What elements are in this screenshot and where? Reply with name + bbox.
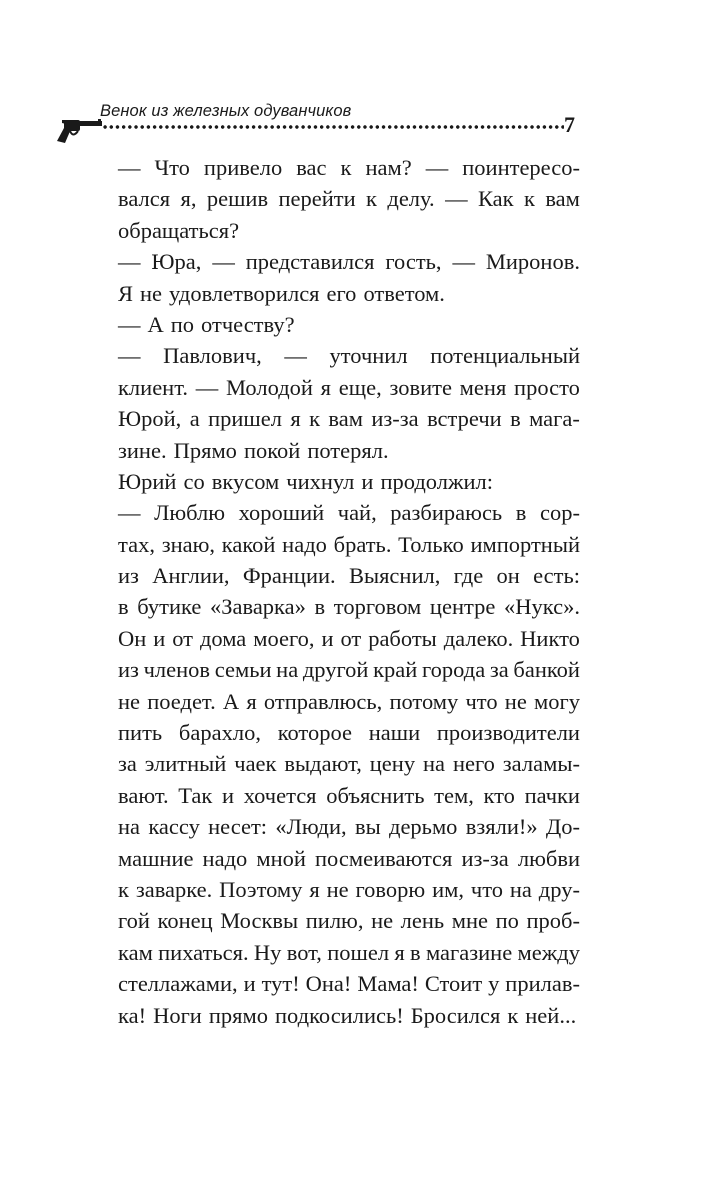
text-line: Я не удовлетворился его ответом.	[118, 280, 445, 306]
text-line: зине. Прямо покой потерял.	[118, 437, 389, 463]
text-line: — Люблю хороший чай, разбираюсь в сор-	[118, 500, 580, 526]
text-line: вают. Так и хочется объяснить тем, кто пачки	[118, 782, 580, 808]
dot-leader	[102, 124, 564, 130]
text-line: в бутике «Заварка» в торговом центре «Нукс».	[118, 594, 580, 620]
text-line: — Юра, — представился гость, — Миронов.	[118, 249, 580, 275]
text-line: обращаться?	[118, 217, 240, 243]
text-line: Юрой, а пришел я к вам из-за встречи в мага-	[118, 406, 580, 432]
text-line: из Англии, Франции. Выяснил, где он есть:	[118, 563, 580, 589]
body-text	[118, 152, 580, 1031]
text-line: — Что привело вас к нам? — поинтересо-	[118, 155, 580, 180]
text-line: пить барахло, которое наши производители	[118, 720, 580, 746]
book-title: Венок из железных одуванчиков	[100, 102, 352, 120]
text-line: к заварке. Поэтому я не говорю им, что на дру-	[118, 876, 580, 902]
page-number: 7	[564, 112, 575, 137]
text-line: из членов семьи на другой край города за банкой	[118, 657, 580, 683]
revolver-icon	[56, 118, 102, 144]
running-head	[56, 98, 586, 148]
text-line: — А по отчеству?	[118, 311, 295, 337]
text-line: за элитный чаек выдают, цену на него заламы-	[118, 751, 580, 777]
text-line: вался я, решив перейти к делу. — Как к вам	[118, 186, 580, 212]
text-line: тах, знаю, какой надо брать. Только импортный	[118, 531, 580, 557]
text-line: — Павлович, — уточнил потенциальный	[118, 343, 580, 369]
text-line: Юрий со вкусом чихнул и продолжил:	[118, 468, 494, 494]
text-line: гой конец Москвы пилю, не лень мне по проб-	[118, 908, 580, 934]
text-line: стеллажами, и тут! Она! Мама! Стоит у прилав-	[118, 971, 580, 997]
text-line: машние надо мной посмеиваются из-за любви	[118, 845, 580, 871]
text-line: клиент. — Молодой я еще, зовите меня просто	[118, 374, 580, 400]
text-line: на кассу несет: «Люди, вы дерьмо взяли!» До-	[118, 814, 580, 840]
text-line: кам пихаться. Ну вот, пошел я в магазине между	[118, 939, 580, 965]
text-line: ка! Ноги прямо подкосились! Бросился к ней...	[118, 1002, 577, 1028]
text-line: не поедет. А я отправлюсь, потому что не могу	[118, 688, 580, 714]
text-line: Он и от дома моего, и от работы далеко. Никто	[118, 625, 580, 651]
